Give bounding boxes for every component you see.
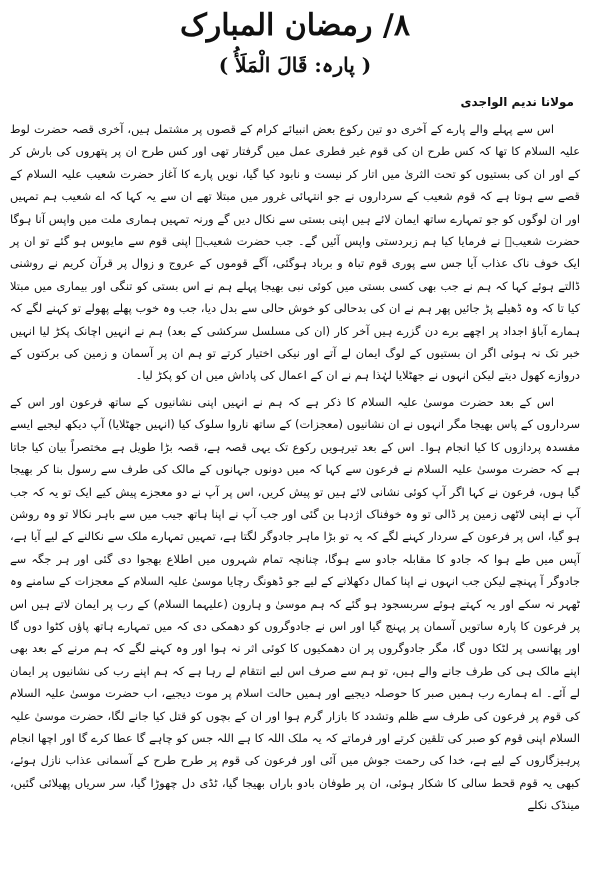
article-body bbox=[10, 118, 580, 817]
article-paragraph: اس سے پہلے والے پارے کے آخری دو تین رکوع بعض انبیائے کرام کے قصوں پر مشتمل ہیں، آخری قصہ حضرت لوط علیہ السلام کا تھا کہ کس طرح ان کی قوم غیر فطری عمل میں گرفتار تھی اور کس طرح ان پر پتھروں کی بارش کر کے اور ان کی بستیوں کو تحت الثریٰ میں اتار کر نیست و نابود کیا گیا، نویں پارے کا آغاز حضرت شعیب علیہ السلام کے قصے سے ہوتا ہے کہ قوم شعیب کے سرداروں نے جو انتہائی غرور میں مبتلا تھے ان سے یہ کہا کہ اے شعیب ہم تمہیں اور ان لوگوں کو جو تمہارے ساتھ ایمان لائے ہیں اپنی بستی سے نکال دیں گے ورنہ تمہیں ہماری ملت میں واپس آنا ہوگا حضرت شعیبؑ نے فرمایا کیا ہم زبردستی واپس آئیں گے۔ جب حضرت شعیبؑ اپنی قوم سے مایوس ہو گئے تو ان پر ایک خوف ناک عذاب آیا جس سے پوری قوم تباہ و برباد ہوگئی، آگے قوموں کے عروج و زوال پر قرآن کریم نے روشنی ڈالتے ہوئے کہا کہ ہم نے جب بھی کسی بستی میں کوئی نبی بھیجا پہلے ہم نے اس بستی کو تنگی اور بیماری میں مبتلا کیا تا کہ وہ ڈھیلے پڑ جائیں پھر ہم نے ان کی بدحالی کو خوش حالی سے بدل دیا، جب وہ خوب پھلے پھولے تو کہنے لگے کہ ہمارے آباؤ اجداد پر اچھے برے دن گزرے ہیں آخر کار (ان کی مسلسل سرکشی کے بعد) ہم نے انہیں اچانک پکڑ لیا انہیں خبر تک نہ ہوئی اگر ان بستیوں کے لوگ ایمان لے آتے اور نیکی اختیار کرتے تو ہم ان پر آسمان و زمین کی برکتوں کے دروازے کھول دیتے لیکن انہوں نے جھٹلایا لہٰذا ہم نے ان کے اعمال کی پاداش میں ان کو پکڑ لیا۔ bbox=[10, 122, 580, 383]
article-title: ۸/ رمضان المبارک bbox=[179, 8, 411, 43]
article-author: مولانا ندیم الواجدی bbox=[460, 95, 574, 109]
article-paragraph: اس کے بعد حضرت موسیٰ علیہ السلام کا ذکر ہے کہ ہم نے انہیں اپنی نشانیوں کے ساتھ فرعون اور اس کے سرداروں کے پاس بھیجا مگر انہوں نے ان نشانیوں (معجزات) کے ساتھ ناروا سلوک کیا (انہیں جھٹلایا) آپ دیکھ لیجیے ایسے مفسدہ پردازوں کا کیا انجام ہوا۔ اس کے بعد تیرہویں رکوع تک یہی قصہ ہے، قصہ بڑا طویل ہے مختصراً بیان کیا جاتا ہے کہ حضرت موسیٰ علیہ السلام نے فرعون سے کہا کہ میں دونوں جہانوں کے مالک کی طرف سے رسول بنا کر بھیجا گیا ہوں، فرعون نے کہا اگر آپ کوئی نشانی لائے ہیں تو پیش کریں، اس پر آپ نے دو معجزے پیش کیے ایک تو یہ کہ جب آپ نے اپنی لاٹھی زمین پر ڈالی تو وہ خوفناک اژدہا بن گئی اور جب آپ نے اپنا ہاتھ جیب میں سے باہر نکالا تو وہ روشن ہو گیا، اس پر فرعون کے سردار کہنے لگے کہ یہ تو بڑا ماہر جادوگر لگتا ہے، تمہیں تمہارے ملک سے نکالنے کے لیے آیا ہے، آپس میں طے ہوا کہ جادو کا مقابلہ جادو سے ہوگا، چنانچہ تمام شہروں میں اطلاع بھجوا دی گئی اور ہر جگہ سے جادوگر آ پہنچے لیکن جب انہوں نے اپنا کمال دکھلانے کے لیے جو ڈھونگ رچایا موسیٰ علیہ السلام کے معجزات کے سامنے وہ ٹھہر نہ سکے اور یہ کہتے ہوئے سربسجود ہو گئے کہ ہم موسیٰ و ہارون (علیہما السلام) کے رب پر ایمان لاتے ہیں اس پر فرعون کا پارہ ساتویں آسمان پر پہنچ گیا اور اس نے جادوگروں کو دھمکی دی کہ میں تمہارے ہاتھ پاؤں کٹوا دوں گا اور پھانسی پر لٹکا دوں گا، مگر جادوگروں پر ان دھمکیوں کا کوئی اثر نہ ہوا اور وہ کہنے لگے کہ ہم مرنے کے بعد بھی اپنے مالک ہی کی طرف جانے والے ہیں، تو ہم سے صرف اس لیے انتقام لے رہا ہے کہ ہم اپنے رب کی نشانیوں پر ایمان لے آئے۔ اے ہمارے رب ہمیں صبر کا حوصلہ دیجیے اور ہمیں حالت اسلام پر موت دیجیے، اب حضرت موسیٰ علیہ السلام کی قوم پر فرعون کی طرف سے ظلم وتشدد کا بازار گرم ہوا اور ان کے بچوں کو قتل کیا جانے لگا، حضرت موسیٰ علیہ السلام اپنی قوم کو صبر کی تلقین کرتے اور فرماتے کہ یہ ملک اللہ کا ہے اللہ جس کو چاہے گا عطا کرے گا اور اچھا انجام پرہیزگاروں کے لیے ہے، خدا کی رحمت جوش میں آئی اور فرعون کی قوم پر طرح طرح کے آسمانی عذاب نازل ہوئے، کبھی یہ قوم قحط سالی کا شکار ہوئی، ان پر طوفان بادو باراں بھیجا گیا، ٹڈی دل چھوڑا گیا، سر سریاں پھیلائی گئیں، مینڈک نکلے bbox=[10, 394, 580, 813]
article-subtitle: ( پارہ: قَالَ الْمَلَأُ ) bbox=[218, 53, 372, 77]
